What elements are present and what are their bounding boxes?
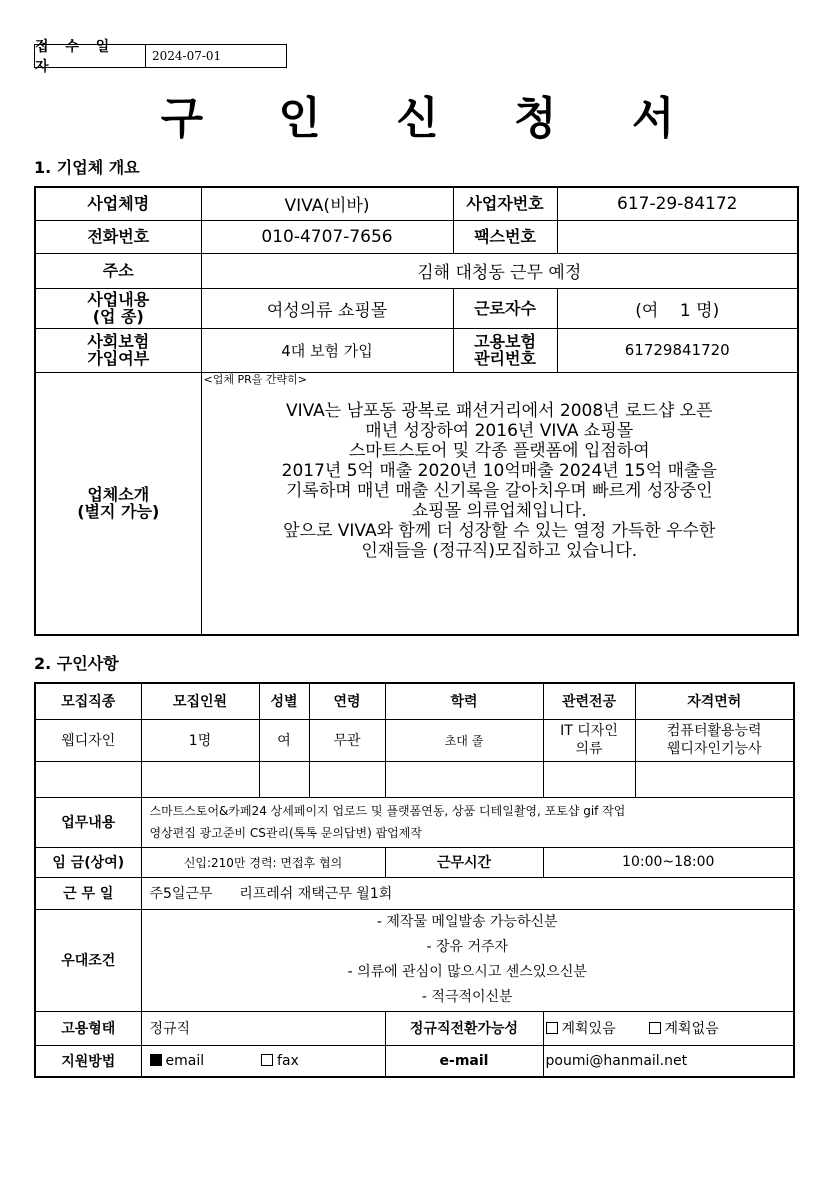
education-value: 초대 졸 xyxy=(385,719,543,761)
empty-cell xyxy=(141,761,259,797)
emp-ins-value: 61729841720 xyxy=(557,328,798,372)
intro-note: <업체 PR을 간략히> xyxy=(203,372,307,386)
license-line2: 웹디자인기능사 xyxy=(666,741,762,757)
preference-line: - 적극적이신분 xyxy=(421,989,513,1005)
intro-line: 인재들을 (정규직)모집하고 있습니다. xyxy=(361,540,638,561)
insurance-label-line2: 가입여부 xyxy=(87,349,150,368)
job-requirements-table xyxy=(34,682,795,1078)
duties-line1: 스마트스토어&카페24 상세페이지 업로드 및 플랫폼연동, 상품 디테일촬영, 포토샵 gif 작업 xyxy=(149,804,626,818)
preference-value xyxy=(141,909,794,1011)
duties-value xyxy=(141,797,794,847)
header-license: 자격면허 xyxy=(635,683,794,719)
planned-label: 계획있음 xyxy=(561,1021,616,1037)
preference-line: - 장유 거주자 xyxy=(426,939,509,955)
workers-label: 근로자수 xyxy=(453,288,557,328)
wage-value: 신입:210만 경력: 면접후 협의 xyxy=(141,847,385,877)
age-value: 무관 xyxy=(309,719,385,761)
checkbox-none[interactable] xyxy=(649,1022,661,1034)
emp-ins-label xyxy=(453,328,557,372)
intro-line: 앞으로 VIVA와 함께 더 성장할 수 있는 열정 가득한 우수한 xyxy=(283,520,716,541)
receipt-date-box xyxy=(34,39,287,75)
empty-cell xyxy=(259,761,309,797)
workers-value: (여 1 명) xyxy=(557,288,798,328)
hours-value: 10:00~18:00 xyxy=(543,847,794,877)
intro-label-line1: 업체소개 xyxy=(87,485,150,505)
employment-type-label: 고용형태 xyxy=(35,1011,141,1045)
preference-line: - 의류에 관심이 많으시고 센스있으신분 xyxy=(347,964,587,980)
contact-email: poumi@hanmail.net xyxy=(543,1045,794,1077)
header-major: 관련전공 xyxy=(543,683,635,719)
biz-reg-value: 617-29-84172 xyxy=(557,187,798,220)
emp-ins-label-line1: 고용보험 xyxy=(474,332,536,351)
license-value xyxy=(635,719,794,761)
checkbox-fax[interactable] xyxy=(261,1054,273,1066)
header-job: 모집직종 xyxy=(35,683,141,719)
receipt-date-value: 2024-07-01 xyxy=(152,49,222,63)
intro-label xyxy=(35,372,201,635)
header-age: 연령 xyxy=(309,683,385,719)
email-option-label: email xyxy=(165,1052,205,1069)
empty-cell xyxy=(309,761,385,797)
empty-cell xyxy=(635,761,794,797)
duties-line2: 영상편집 광고준비 CS관리(톡톡 문의답변) 팝업제작 xyxy=(149,826,422,840)
workdays-value: 주5일근무 리프레쉬 재택근무 월1회 xyxy=(141,877,794,909)
insurance-label xyxy=(35,328,201,372)
job-value: 웹디자인 xyxy=(35,719,141,761)
intro-content xyxy=(201,372,798,635)
intro-line: 2017년 5억 매출 2020년 10억매출 2024년 15억 매출을 xyxy=(281,460,717,481)
wage-label: 임 금(상여) xyxy=(35,847,141,877)
receipt-date-label: 접 수 일 자 xyxy=(35,45,146,67)
business-type-label xyxy=(35,288,201,328)
business-name-label: 사업체명 xyxy=(35,187,201,220)
gender-value: 여 xyxy=(259,719,309,761)
insurance-label-line1: 사회보험 xyxy=(87,332,150,351)
checkbox-planned[interactable] xyxy=(546,1022,558,1034)
none-label: 계획없음 xyxy=(664,1021,719,1037)
contact-label: e-mail xyxy=(385,1045,543,1077)
intro-line: 기록하며 매년 매출 신기록을 갈아치우며 빠르게 성장중인 xyxy=(285,480,713,501)
license-line1: 컴퓨터활용능력 xyxy=(666,723,762,739)
employment-type-value: 정규직 xyxy=(141,1011,385,1045)
hours-label: 근무시간 xyxy=(385,847,543,877)
emp-ins-label-line2: 관리번호 xyxy=(474,349,536,368)
empty-cell xyxy=(543,761,635,797)
preference-label: 우대조건 xyxy=(35,909,141,1011)
major-line1: IT 디자인 xyxy=(560,723,618,739)
fax-label: 팩스번호 xyxy=(453,220,557,253)
insurance-value: 4대 보험 가입 xyxy=(201,328,453,372)
business-type-value: 여성의류 쇼핑몰 xyxy=(201,288,453,328)
fax-value xyxy=(557,220,798,253)
intro-body xyxy=(202,387,798,561)
intro-line: 스마트스토어 및 각종 플랫폼에 입점하여 xyxy=(348,440,650,461)
business-name-value: VIVA(비바) xyxy=(201,187,453,220)
intro-label-line2: (별지 가능) xyxy=(77,502,160,522)
major-value xyxy=(543,719,635,761)
section1-heading: 1. 기업체 개요 xyxy=(34,158,140,177)
header-gender: 성별 xyxy=(259,683,309,719)
intro-line: 쇼핑몰 의류업체입니다. xyxy=(411,500,587,521)
address-label: 주소 xyxy=(35,253,201,288)
section2-heading: 2. 구인사항 xyxy=(34,654,119,673)
business-type-label-line2: (업 종) xyxy=(92,307,144,326)
page-title: 구 인 신 청 서 xyxy=(160,93,705,144)
checkbox-email[interactable] xyxy=(150,1054,162,1066)
count-value: 1명 xyxy=(141,719,259,761)
address-value: 김해 대청동 근무 예정 xyxy=(201,253,798,288)
header-count: 모집인원 xyxy=(141,683,259,719)
phone-label: 전화번호 xyxy=(35,220,201,253)
phone-value: 010-4707-7656 xyxy=(201,220,453,253)
preference-line: - 제작물 메일발송 가능하신분 xyxy=(376,914,558,930)
intro-line: 매년 성장하여 2016년 VIVA 쇼핑몰 xyxy=(365,420,634,441)
empty-cell xyxy=(385,761,543,797)
conversion-label: 정규직전환가능성 xyxy=(385,1011,543,1045)
duties-label: 업무내용 xyxy=(35,797,141,847)
apply-label: 지원방법 xyxy=(35,1045,141,1077)
header-education: 학력 xyxy=(385,683,543,719)
business-type-label-line1: 사업내용 xyxy=(87,290,150,309)
fax-option-label: fax xyxy=(277,1052,299,1069)
conversion-options xyxy=(543,1011,794,1045)
company-overview-table xyxy=(34,186,799,636)
workdays-label: 근 무 일 xyxy=(35,877,141,909)
empty-cell xyxy=(35,761,141,797)
major-line2: 의류 xyxy=(575,741,603,757)
biz-reg-label: 사업자번호 xyxy=(453,187,557,220)
intro-line: VIVA는 남포동 광복로 패션거리에서 2008년 로드샵 오픈 xyxy=(285,400,713,421)
apply-method xyxy=(141,1045,385,1077)
